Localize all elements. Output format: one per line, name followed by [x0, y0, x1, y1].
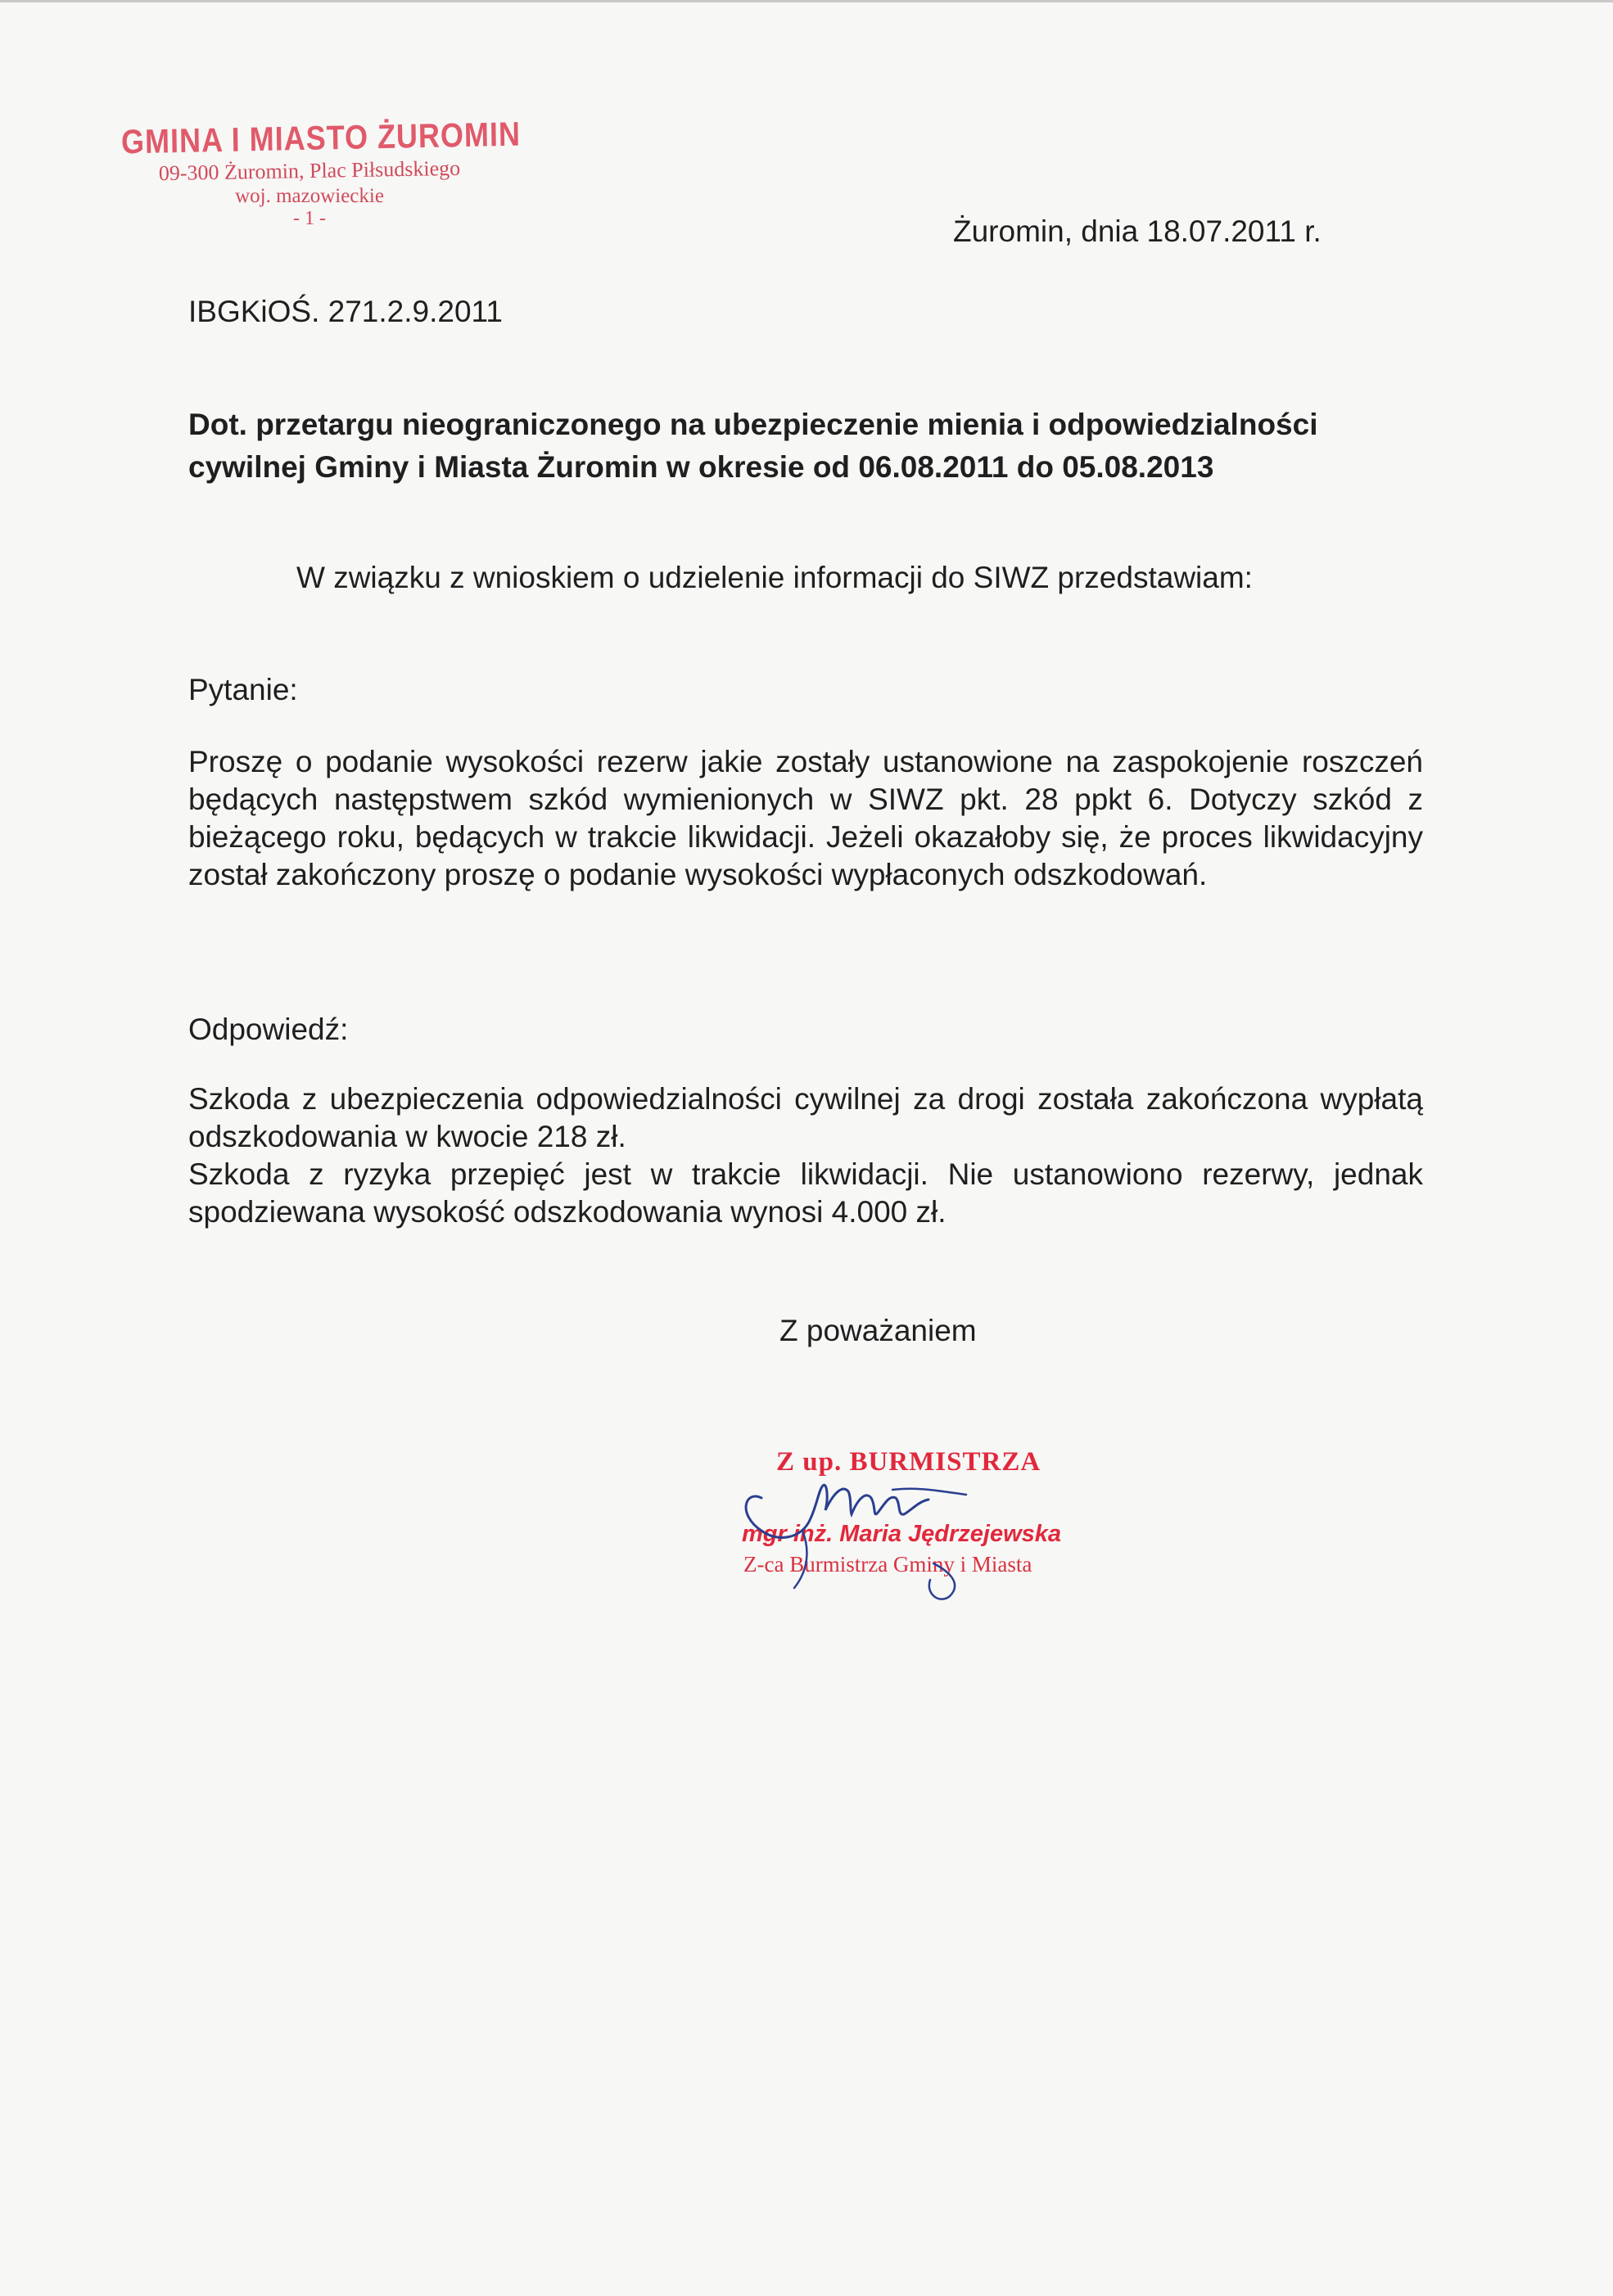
question-label: Pytanie: — [188, 673, 298, 706]
handwritten-signature — [729, 1441, 1105, 1604]
stamp-line-title: Z-ca Burmistrza Gminy i Miasta — [743, 1552, 1032, 1577]
date-line: Żuromin, dnia 18.07.2011 r. — [953, 214, 1322, 248]
question-text — [188, 743, 1423, 894]
question-paragraph: Proszę o podanie wysokości rezerw jakie zostały ustanowione na zaspokojenie roszczeń będących następstwem szkód wymienionych w SIWZ pkt. 28 ppkt 6. Dotyczy szkód z bieżącego roku, będących w trakcie likwidacji. Jeżeli okazałoby się, że proces likwidacyjny został zakończony proszę o podanie wysokości wypłaconych odszkodowań. — [188, 745, 1423, 891]
reference-number: IBGKiOŚ. 271.2.9.2011 — [188, 295, 503, 328]
closing-salutation: Z poważaniem — [779, 1314, 977, 1347]
letterhead-region: woj. mazowieckie — [235, 185, 384, 207]
letterhead-address: 09-300 Żuromin, Plac Piłsudskiego — [158, 156, 461, 186]
answer-text — [188, 1080, 1423, 1231]
letterhead-number: - 1 - — [293, 208, 326, 229]
stamp-line-name: mgr inż. Maria Jędrzejewska — [742, 1521, 1062, 1547]
signature-stamp — [729, 1441, 1105, 1604]
intro-line: W związku z wnioskiem o udzielenie informacji do SIWZ przedstawiam: — [296, 561, 1253, 594]
letterhead-stamp — [120, 114, 522, 230]
subject-line: Dot. przetargu nieograniczonego na ubezpieczenie mienia i odpowiedzialności cywilnej Gminy i Miasta Żuromin w okresie od 06.08.2011 do 05.08.2013 — [188, 408, 1318, 484]
answer-paragraph-1: Szkoda z ubezpieczenia odpowiedzialności cywilnej za drogi została zakończona wypłatą odszkodowania w kwocie 218 zł. — [188, 1082, 1423, 1153]
stamp-line-authority: Z up. BURMISTRZA — [776, 1447, 1041, 1477]
answer-paragraph-2: Szkoda z ryzyka przepięć jest w trakcie likwidacji. Nie ustanowiono rezerwy, jednak spodziewana wysokość odszkodowania wynosi 4.000 zł. — [188, 1157, 1423, 1229]
letterhead-name: GMINA I MIASTO ŻUROMIN — [120, 114, 522, 161]
answer-label: Odpowiedź: — [188, 1013, 349, 1046]
scan-edge — [0, 0, 1613, 2]
